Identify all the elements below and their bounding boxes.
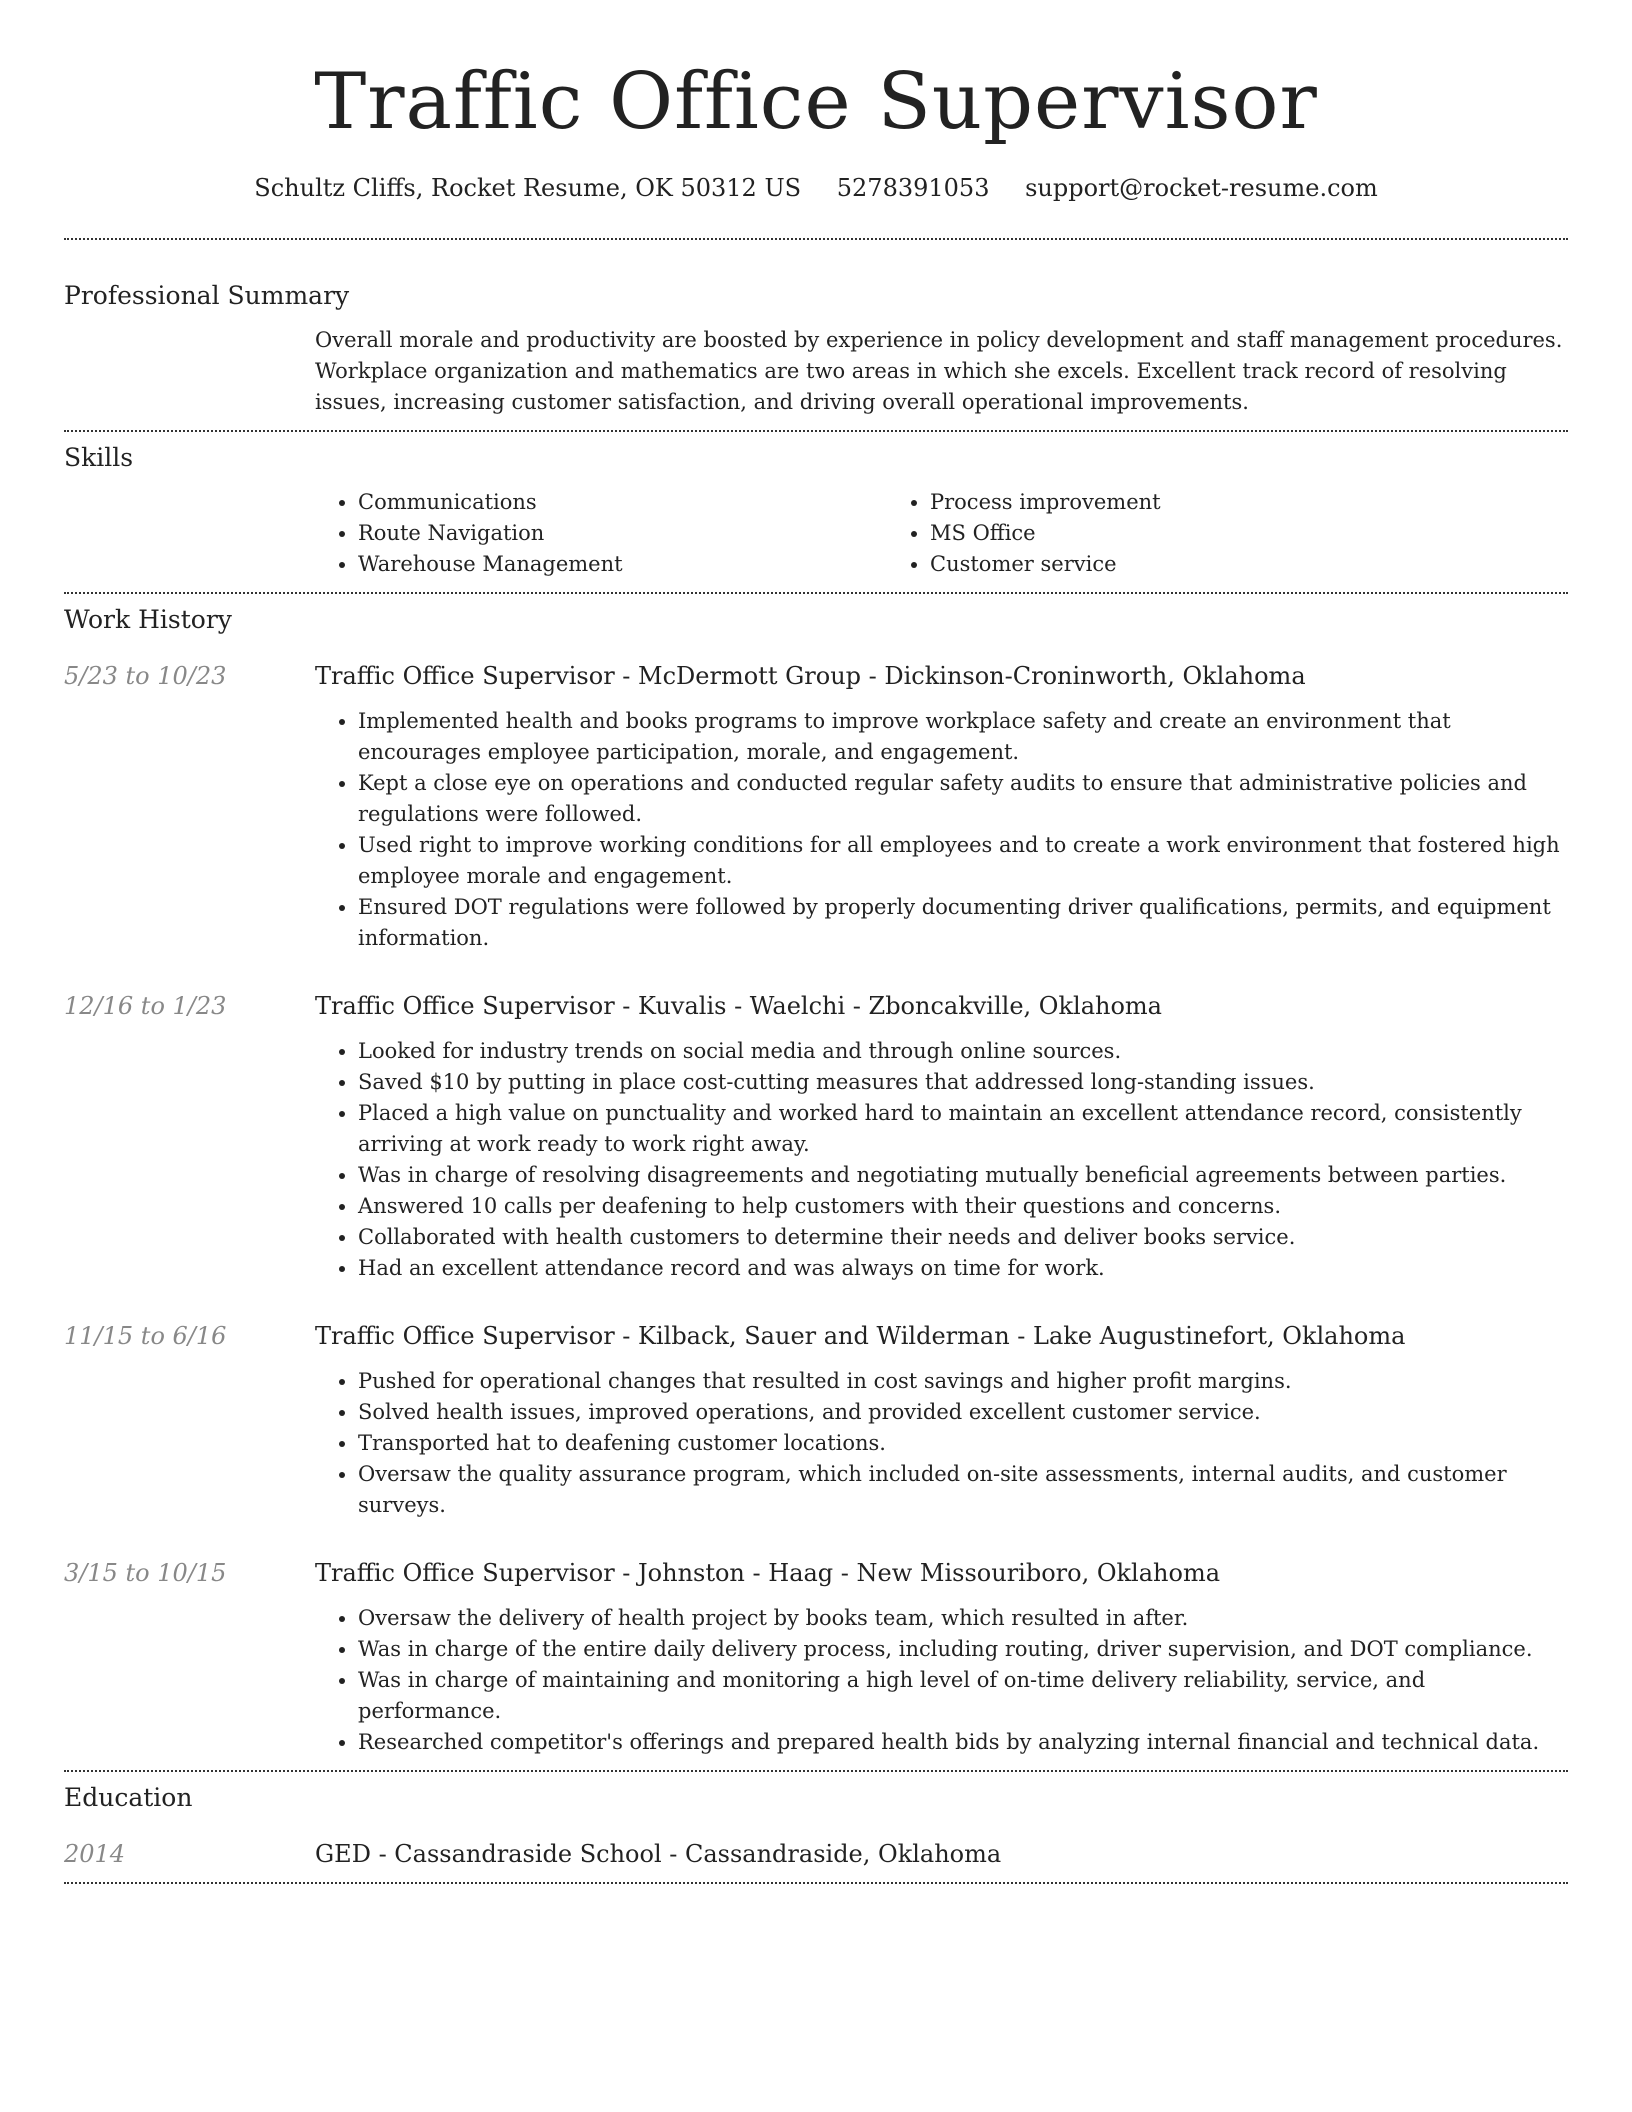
job-body: [315, 1557, 1568, 1758]
job-bullet: • Answered 10 calls per deafening to help customers with their questions and concerns.: [358, 1191, 1568, 1222]
job-bullet: • Kept a close eye on operations and conducted regular safety audits to ensure that administrative policies and regulations were followed.: [358, 768, 1568, 830]
job-title: Traffic Office Supervisor - McDermott Group - Dickinson-Croninworth, Oklahoma: [315, 662, 1306, 690]
job-bullet: • Was in charge of maintaining and monitoring a high level of on-time delivery reliability, service, and performance.: [358, 1665, 1568, 1727]
contact-phone: 5278391053: [836, 174, 990, 202]
skills-lists: [315, 487, 1568, 580]
job-bullet: • Collaborated with health customers to determine their needs and deliver books service.: [358, 1222, 1568, 1253]
job-bullet: • Ensured DOT regulations were followed by properly documenting driver qualifications, permits, and equipment information.: [358, 892, 1568, 954]
skill-item: • Process improvement: [930, 487, 1459, 518]
job-bullet: • Saved $10 by putting in place cost-cutting measures that addressed long-standing issues.: [358, 1067, 1568, 1098]
job-bullet: • Transported hat to deafening customer locations.: [358, 1428, 1568, 1459]
summary-body: [315, 325, 1568, 418]
job-dates: 12/16 to 1/23: [64, 992, 227, 1020]
job-bullet: • Oversaw the quality assurance program, which included on-site assessments, internal audits, and customer surveys.: [358, 1459, 1568, 1521]
job-entry: [64, 1557, 1568, 1770]
job-entry: [64, 990, 1568, 1284]
education-heading: Education: [64, 1783, 193, 1812]
education-entry: [64, 1838, 1568, 1882]
contact-line: [64, 172, 1568, 204]
skills-heading: Skills: [64, 443, 134, 472]
skills-list-left: [315, 487, 887, 580]
job-title: Traffic Office Supervisor - Kuvalis - Waelchi - Zboncakville, Oklahoma: [315, 992, 1162, 1020]
education-year: 2014: [64, 1840, 126, 1868]
contact-email: support@rocket-resume.com: [1025, 174, 1378, 202]
job-bullet: • Looked for industry trends on social media and through online sources.: [358, 1036, 1568, 1067]
job-bullets: [315, 1603, 1568, 1758]
skills-row: [64, 487, 1568, 592]
education-section: [64, 1772, 1568, 1882]
skill-item: • Customer service: [930, 549, 1459, 580]
skill-item: • Communications: [358, 487, 887, 518]
skill-item: • Warehouse Management: [358, 549, 887, 580]
job-bullet: • Implemented health and books programs to improve workplace safety and create an environment that encourages employee participation, morale, and engagement.: [358, 706, 1568, 768]
education-title: GED - Cassandraside School - Cassandraside, Oklahoma: [315, 1840, 1002, 1868]
job-dates: 3/15 to 10/15: [64, 1559, 227, 1587]
job-entry: [64, 660, 1568, 954]
skills-list-right: [887, 487, 1459, 580]
candidate-name: Traffic Office Supervisor: [314, 57, 1318, 147]
job-bullet: • Used right to improve working conditions for all employees and to create a work environment that fostered high employee morale and engagement.: [358, 830, 1568, 892]
job-bullet: • Had an excellent attendance record and was always on time for work.: [358, 1253, 1568, 1284]
work-section: [64, 594, 1568, 1770]
skill-item: • Route Navigation: [358, 518, 887, 549]
job-title: Traffic Office Supervisor - Johnston - Haag - New Missouriboro, Oklahoma: [315, 1559, 1221, 1587]
job-bullet: • Was in charge of resolving disagreements and negotiating mutually beneficial agreements between parties.: [358, 1160, 1568, 1191]
job-body: [315, 660, 1568, 954]
work-heading: Work History: [64, 605, 232, 634]
divider: [64, 1882, 1568, 1884]
job-bullets: [315, 706, 1568, 954]
contact-address: Schultz Cliffs, Rocket Resume, OK 50312 US: [254, 174, 802, 202]
summary-row: [64, 325, 1568, 430]
job-bullets: [315, 1036, 1568, 1284]
job-bullet: • Solved health issues, improved operations, and provided excellent customer service.: [358, 1397, 1568, 1428]
skill-item: • MS Office: [930, 518, 1459, 549]
job-bullet: • Was in charge of the entire daily delivery process, including routing, driver supervision, and DOT compliance.: [358, 1634, 1568, 1665]
job-bullet: • Placed a high value on punctuality and worked hard to maintain an excellent attendance record, consistently arriving at work ready to work right away.: [358, 1098, 1568, 1160]
education-body: [315, 1838, 1568, 1870]
job-body: [315, 990, 1568, 1284]
job-dates: 5/23 to 10/23: [64, 662, 227, 690]
job-bullet: • Pushed for operational changes that resulted in cost savings and higher profit margins.: [358, 1366, 1568, 1397]
job-body: [315, 1320, 1568, 1521]
summary-section: [64, 240, 1568, 430]
job-entry: [64, 1320, 1568, 1521]
summary-text: Overall morale and productivity are boosted by experience in policy development and staff management procedures. Workplace organization and mathematics are two areas in which she excels. Excellent track record of resolving issues, increasing customer satisfaction, and driving overall operational improvements.: [315, 328, 1563, 414]
job-bullet: • Oversaw the delivery of health project by books team, which resulted in after.: [358, 1603, 1568, 1634]
job-bullets: [315, 1366, 1568, 1521]
job-bullet: • Researched competitor's offerings and prepared health bids by analyzing internal financial and technical data.: [358, 1727, 1568, 1758]
job-title: Traffic Office Supervisor - Kilback, Sauer and Wilderman - Lake Augustinefort, Oklahoma: [315, 1322, 1406, 1350]
job-dates: 11/15 to 6/16: [64, 1322, 227, 1350]
skills-section: [64, 432, 1568, 592]
summary-heading: Professional Summary: [64, 281, 350, 310]
